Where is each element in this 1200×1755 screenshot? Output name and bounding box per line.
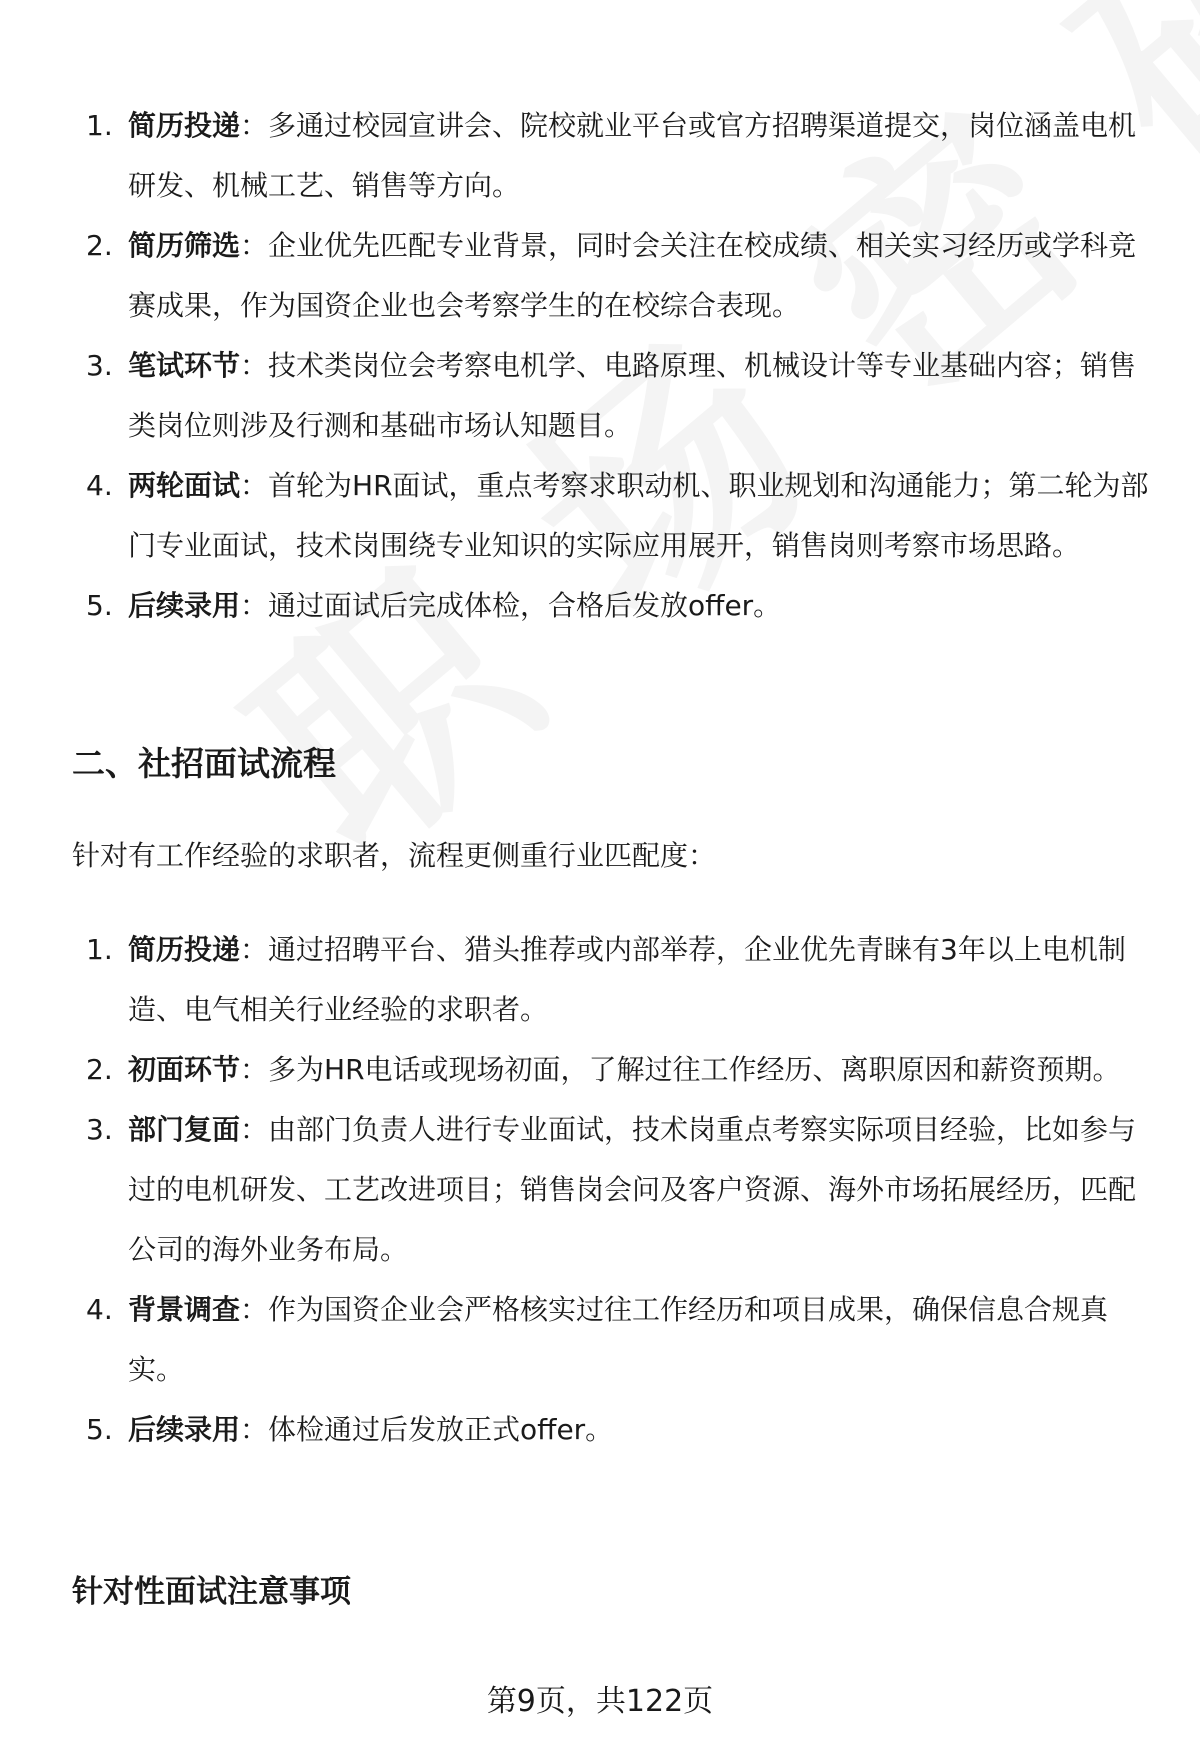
item-number: 2. bbox=[86, 1053, 113, 1086]
list-item bbox=[0, 96, 1158, 216]
item-number: 2. bbox=[86, 229, 113, 262]
list-item bbox=[0, 1100, 1158, 1280]
item-number: 4. bbox=[86, 469, 113, 502]
item-text: ：通过面试后完成体检，合格后发放offer。 bbox=[240, 589, 782, 622]
item-number: 5. bbox=[86, 1413, 113, 1446]
item-term: 两轮面试 bbox=[128, 469, 241, 502]
item-term: 后续录用 bbox=[128, 589, 241, 622]
list-item bbox=[0, 576, 1158, 636]
list-item bbox=[0, 216, 1158, 336]
item-number: 3. bbox=[86, 1113, 113, 1146]
list-item bbox=[0, 336, 1158, 456]
list-item bbox=[0, 456, 1158, 576]
section-intro: 针对有工作经验的求职者，流程更侧重行业匹配度： bbox=[72, 839, 717, 872]
item-text: ：技术类岗位会考察电机学、电路原理、机械设计等专业基础内容；销售类岗位则涉及行测和基础市场认知题目。 bbox=[128, 349, 1137, 442]
item-term: 简历投递 bbox=[128, 109, 241, 142]
section-heading: 二、社招面试流程 bbox=[72, 744, 336, 783]
list-item bbox=[0, 1280, 1158, 1400]
list-item bbox=[0, 920, 1158, 1040]
social-process-list bbox=[0, 920, 1158, 1460]
campus-process-list bbox=[0, 96, 1158, 636]
item-text: ：企业优先匹配专业背景，同时会关注在校成绩、相关实习经历或学科竞赛成果，作为国资企业也会考察学生的在校综合表现。 bbox=[128, 229, 1137, 322]
item-term: 初面环节 bbox=[128, 1053, 241, 1086]
item-text: ：通过招聘平台、猎头推荐或内部举荐，企业优先青睐有3年以上电机制造、电气相关行业经验的求职者。 bbox=[128, 933, 1126, 1026]
item-number: 5. bbox=[86, 589, 113, 622]
list-item bbox=[0, 1040, 1158, 1100]
item-term: 后续录用 bbox=[128, 1413, 241, 1446]
item-text: ：由部门负责人进行专业面试，技术岗重点考察实际项目经验，比如参与过的电机研发、工艺改进项目；销售岗会问及客户资源、海外市场拓展经历，匹配公司的海外业务布局。 bbox=[128, 1113, 1137, 1266]
item-term: 背景调查 bbox=[128, 1293, 241, 1326]
item-term: 简历筛选 bbox=[128, 229, 241, 262]
item-text: ：多为HR电话或现场初面，了解过往工作经历、离职原因和薪资预期。 bbox=[240, 1053, 1121, 1086]
item-term: 笔试环节 bbox=[128, 349, 241, 382]
item-text: ：体检通过后发放正式offer。 bbox=[240, 1413, 614, 1446]
item-number: 3. bbox=[86, 349, 113, 382]
list-item bbox=[0, 1400, 1158, 1460]
item-number: 1. bbox=[86, 933, 113, 966]
item-text: ：多通过校园宣讲会、院校就业平台或官方招聘渠道提交，岗位涵盖电机研发、机械工艺、销售等方向。 bbox=[128, 109, 1137, 202]
item-term: 简历投递 bbox=[128, 933, 241, 966]
item-text: ：首轮为HR面试，重点考察求职动机、职业规划和沟通能力；第二轮为部门专业面试，技术岗围绕专业知识的实际应用展开，销售岗则考察市场思路。 bbox=[128, 469, 1149, 562]
item-number: 1. bbox=[86, 109, 113, 142]
page-number: 第9页，共122页 bbox=[486, 1684, 714, 1719]
item-number: 4. bbox=[86, 1293, 113, 1326]
item-term: 部门复面 bbox=[128, 1113, 241, 1146]
item-text: ：作为国资企业会严格核实过往工作经历和项目成果，确保信息合规真实。 bbox=[128, 1293, 1109, 1386]
subsection-heading: 针对性面试注意事项 bbox=[72, 1574, 351, 1610]
